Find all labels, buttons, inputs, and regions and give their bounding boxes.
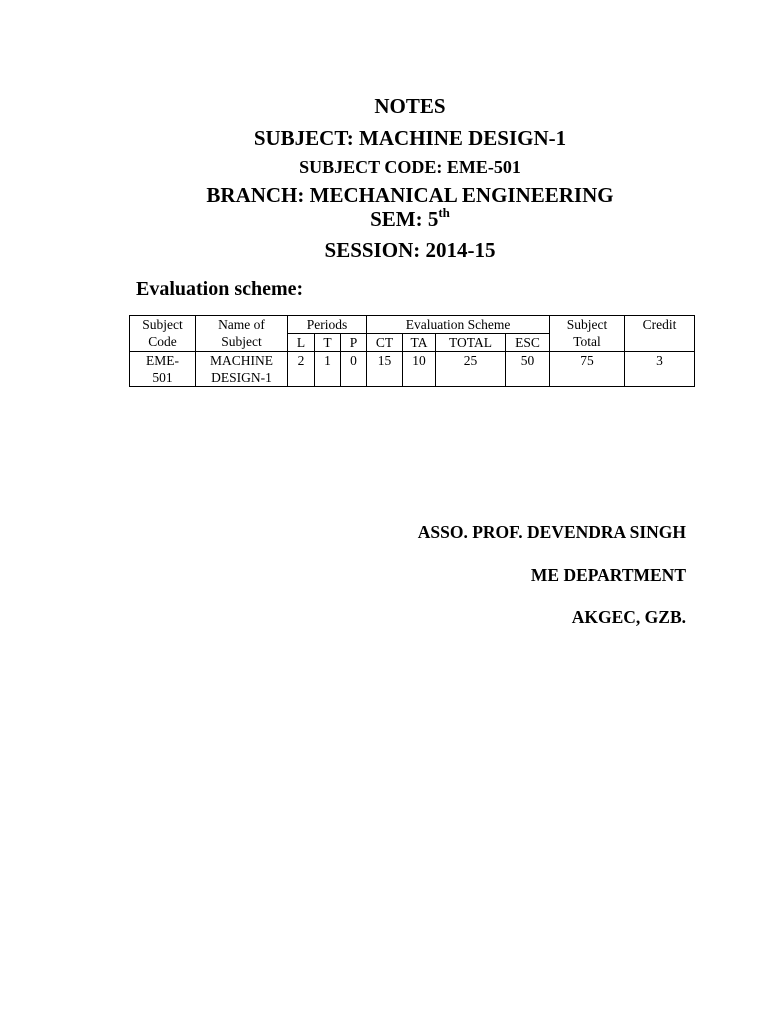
header-subject-total-line2: Total bbox=[573, 334, 601, 349]
header-p: P bbox=[341, 334, 367, 352]
evaluation-heading: Evaluation scheme: bbox=[136, 278, 304, 300]
table-row bbox=[130, 352, 695, 387]
cell-credit: 3 bbox=[625, 352, 695, 387]
cell-ct: 15 bbox=[367, 352, 403, 387]
session-title: SESSION: 2014-15 bbox=[324, 238, 496, 262]
header-t: T bbox=[315, 334, 341, 352]
cell-subject-name-line1: MACHINE bbox=[210, 353, 273, 368]
cell-ta: 10 bbox=[403, 352, 436, 387]
semester-title bbox=[0, 205, 768, 231]
header-subject-total bbox=[550, 316, 625, 352]
cell-esc: 50 bbox=[506, 352, 550, 387]
header-ta: TA bbox=[403, 334, 436, 352]
header-l: L bbox=[288, 334, 315, 352]
cell-p: 0 bbox=[341, 352, 367, 387]
author-institution: AKGEC, GZB. bbox=[571, 607, 686, 627]
cell-total: 25 bbox=[436, 352, 506, 387]
cell-subject-name bbox=[196, 352, 288, 387]
header-subject-code bbox=[130, 316, 196, 352]
cell-subject-name-line2: DESIGN-1 bbox=[211, 370, 272, 385]
header-periods: Periods bbox=[288, 316, 367, 334]
table-header-row bbox=[130, 316, 695, 334]
header-ct: CT bbox=[367, 334, 403, 352]
cell-l: 2 bbox=[288, 352, 315, 387]
header-subject-code-line2: Code bbox=[148, 334, 177, 349]
semester-text: SEM: 5 bbox=[370, 207, 439, 231]
header-subject-name-line2: Subject bbox=[221, 334, 262, 349]
cell-subject-code-line2: 501 bbox=[152, 370, 173, 385]
cell-subject-code bbox=[130, 352, 196, 387]
header-evaluation-scheme: Evaluation Scheme bbox=[367, 316, 550, 334]
header-subject-name-line1: Name of bbox=[218, 317, 265, 332]
cell-subject-total: 75 bbox=[550, 352, 625, 387]
header-esc: ESC bbox=[506, 334, 550, 352]
header-subject-code-line1: Subject bbox=[142, 317, 183, 332]
semester-suffix: th bbox=[438, 205, 450, 220]
cell-subject-code-line1: EME- bbox=[146, 353, 179, 368]
evaluation-table bbox=[129, 315, 695, 387]
author-department: ME DEPARTMENT bbox=[530, 565, 686, 585]
cell-t: 1 bbox=[315, 352, 341, 387]
header-total: TOTAL bbox=[436, 334, 506, 352]
subject-code: SUBJECT CODE: EME-501 bbox=[299, 157, 521, 177]
author-name: ASSO. PROF. DEVENDRA SINGH bbox=[417, 522, 686, 542]
header-subject-total-line1: Subject bbox=[566, 317, 608, 332]
subject-title: SUBJECT: MACHINE DESIGN-1 bbox=[253, 126, 567, 150]
notes-title: NOTES bbox=[374, 94, 446, 118]
header-subject-name bbox=[196, 316, 288, 352]
header-credit: Credit bbox=[625, 316, 695, 352]
branch-title: BRANCH: MECHANICAL ENGINEERING bbox=[206, 183, 614, 207]
